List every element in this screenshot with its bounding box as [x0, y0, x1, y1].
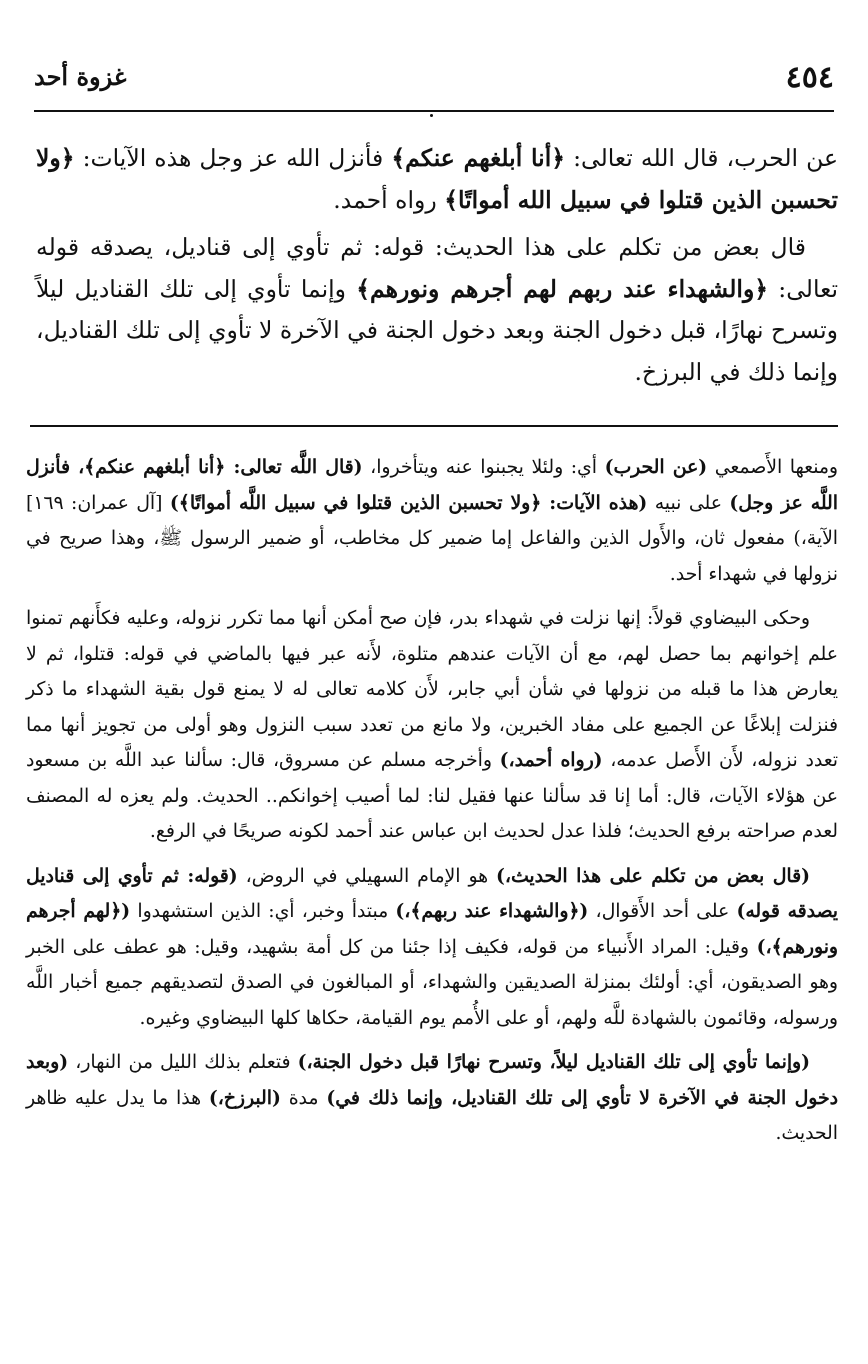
commentary-text [26, 450, 838, 1152]
commentary-paragraph: ومنعها الأَصمعي (عن الحرب) أي: ولئلا يجبنوا عنه ويتأخروا، (قال اللَّه تعالى: ﴿أنا أبلغهم عنكم﴾، فأنزل اللَّه عز وجل) على نبيه (هذه الآيات: ﴿ولا تحسبن الذين قتلوا في سبيل اللَّه أمواتًا﴾) [آل عمران: ١٦٩] الآية،) مفعول ثان، والأَول الذين والفاعل إما ضمير كل مخاطب، أو ضمير الرسول ﷺ، وهذا صريح في نزولها في شهداء أحد. [26, 456, 838, 585]
page-header [34, 60, 834, 112]
commentary-paragraph: (وإنما تأوي إلى تلك القناديل ليلاً، وتسرح نهارًا قبل دخول الجنة،) فتعلم بذلك الليل من النهار، (وبعد دخول الجنة في الآخرة لا تأوي إلى تلك القناديل، وإنما ذلك في) مدة (البرزخ،) هذا ما يدل عليه ظاهر الحديث. [26, 1051, 838, 1144]
main-paragraph: عن الحرب، قال الله تعالى: ﴿أنا أبلغهم عنكم﴾ فأنزل الله عز وجل هذه الآيات: ﴿ولا تحسبن الذين قتلوا في سبيل الله أمواتًا﴾ رواه أحمد. [36, 144, 838, 214]
commentary-paragraph: وحكى البيضاوي قولاً: إنها نزلت في شهداء بدر، فإن صح أمكن أنها مما تكرر نزوله، وعليه فكأَنهم تمنوا علم إخوانهم بما حصل لهم، مع أن الآيات عندهم متلوة، لأَنه عبر فيها بالماضي في قوله: قتلوا، ثم لا يعارض هذا ما قبله من نزولها في شأن أبي جابر، لأَن كلامه تعالى له لا يمنع قول بقية الشهداء ما ذكر فنزلت إبلاغًا عن الجميع على مفاد الخبرين، ولا مانع من تعدد سبب النزول وهو أولى من تجويز أنها مما تعدد نزوله، لأَن الأَصل عدمه، (رواه أحمد،) وأخرجه مسلم عن مسروق، قال: سألنا عبد اللَّه بن مسعود عن هؤلاء الآيات، قال: أما إنا قد سألنا عنها فقيل لنا: لما أصيب إخوانكم.. الحديث. ولم يعزه له المصنف لعدم صراحته برفع الحديث؛ فلذا عدل لحديث ابن عباس عند أحمد لكونه صريحًا في الرفع. [26, 608, 838, 842]
commentary-paragraph: (قال بعض من تكلم على هذا الحديث،) هو الإمام السهيلي في الروض، (قوله: ثم تأوي إلى قناديل يصدقه قوله) على أحد الأَقوال، (﴿والشهداء عند ربهم﴾،) مبتدأ وخبر، أي: الذين استشهدوا (﴿لهم أجرهم ونورهم﴾،) وقيل: المراد الأَنبياء من قوله، فكيف إذا جئنا من كل أمة بشهيد، وقيل: هو عطف على الخبر وهو الصديقون، أي: أولئك بمنزلة الصديقين والشهداء، أو المبالغون في الصدق لتصديقهم جميع أخبار اللَّه ورسوله، وقائمون بالشهادة للَّه ولهم، أو على الأُمم يوم القيامة، حكاها كلها البيضاوي وغيره. [26, 864, 839, 1029]
main-text [36, 138, 838, 393]
footnote-separator [30, 425, 838, 427]
running-title: غزوة أحد [34, 62, 127, 91]
page-number: ٤٥٤ [785, 60, 834, 95]
main-paragraph: قال بعض من تكلم على هذا الحديث: قوله: ثم تأوي إلى قناديل، يصدقه قوله تعالى: ﴿والشهداء عند ربهم لهم أجرهم ونورهم﴾ وإنما تأوي إلى تلك القناديل ليلاً وتسرح نهارًا، قبل دخول الجنة وبعد دخول الجنة في الآخرة لا تأوي إلى تلك القناديل، وإنما ذلك في البرزخ. [36, 233, 838, 386]
ornament-dot [430, 114, 433, 117]
